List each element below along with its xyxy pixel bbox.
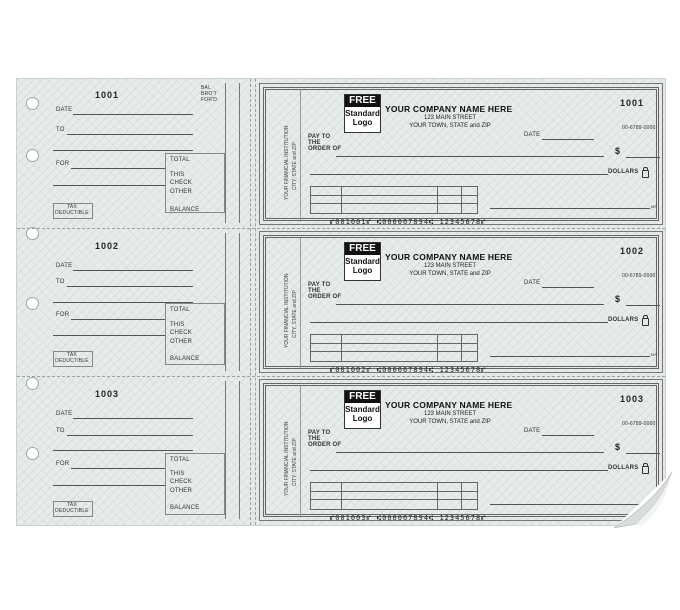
stub-perforation	[255, 79, 256, 525]
company-name: YOUR COMPANY NAME HERE	[385, 104, 513, 114]
date-label: DATE	[56, 263, 73, 269]
company-street: 123 MAIN STREET	[423, 263, 476, 269]
this-check-label: THIS CHECK	[170, 172, 193, 186]
memo-grid	[310, 334, 478, 362]
lock-icon	[642, 170, 649, 178]
stub-perforation	[250, 79, 251, 525]
tax-label: TAX DEDUCTIBLE	[55, 352, 89, 364]
institution-label: YOUR FINANCIAL INSTITUTION	[284, 125, 290, 200]
free-standard-logo	[344, 94, 381, 133]
mp-label: MP	[651, 204, 658, 209]
routing-number: 00-6789-0000	[622, 125, 656, 131]
logo-standard: Standard Logo	[345, 109, 380, 127]
free-standard-logo	[344, 242, 381, 281]
other-label: OTHER	[170, 488, 192, 494]
free-standard-logo	[344, 390, 381, 429]
for-line	[71, 319, 165, 320]
logo-standard: Standard Logo	[345, 405, 380, 423]
payee-line	[336, 304, 604, 305]
dollar-sign: $	[615, 146, 621, 156]
pay-label: PAY TO THE ORDER OF	[308, 430, 342, 448]
total-label: TOTAL	[170, 307, 190, 313]
for-line-2	[53, 185, 165, 186]
micr-line: ⑈001003⑈ ⑆000067894⑆ 12345678⑈	[330, 514, 487, 522]
logo-free: FREE	[345, 391, 380, 403]
memo-grid	[310, 186, 478, 214]
check-sheet	[16, 78, 666, 526]
stub-vline	[239, 83, 240, 223]
logo-free: FREE	[345, 95, 380, 107]
dollars-label: DOLLARS	[608, 317, 639, 323]
amount-box	[626, 440, 660, 454]
check	[259, 83, 663, 225]
total-label: TOTAL	[170, 457, 190, 463]
date-label: DATE	[524, 428, 541, 434]
check-number: 1001	[620, 98, 645, 108]
this-check-label: THIS CHECK	[170, 471, 193, 485]
check-number: 1003	[620, 394, 645, 404]
institution-city: CITY, STATE and ZIP	[292, 142, 298, 190]
for-line-2	[53, 485, 165, 486]
stub-vline	[239, 233, 240, 371]
date-line	[542, 287, 594, 288]
to-line	[67, 134, 193, 135]
stub-number: 1001	[95, 90, 120, 100]
to-label: TO	[56, 428, 65, 434]
date-line	[73, 114, 193, 115]
balance-label: BALANCE	[170, 356, 200, 362]
dollars-label: DOLLARS	[608, 169, 639, 175]
amount-box	[626, 144, 660, 158]
to-label: TO	[56, 127, 65, 133]
bal-fwd-label: BAL BRO'T FOR'D	[201, 85, 218, 103]
routing-number: 00-6789-0000	[622, 421, 656, 427]
stub-vline	[239, 381, 240, 519]
mp-label: MP	[651, 352, 658, 357]
dollar-sign: $	[615, 294, 621, 304]
check-divider	[300, 386, 301, 516]
to-label: TO	[56, 279, 65, 285]
check-divider	[300, 238, 301, 368]
balance-label: BALANCE	[170, 207, 200, 213]
routing-number: 00-6789-0000	[622, 273, 656, 279]
micr-line: ⑈001002⑈ ⑆000067894⑆ 12345678⑈	[330, 366, 487, 374]
payee-line	[336, 452, 604, 453]
tax-label: TAX DEDUCTIBLE	[55, 204, 89, 216]
total-label: TOTAL	[170, 157, 190, 163]
amount-box	[626, 292, 660, 306]
for-label: FOR	[56, 161, 70, 167]
pay-label: PAY TO THE ORDER OF	[308, 134, 342, 152]
page-curl-graphic	[612, 468, 674, 530]
for-line	[71, 468, 165, 469]
date-label: DATE	[524, 280, 541, 286]
written-amount-line	[310, 322, 608, 323]
for-label: FOR	[56, 312, 70, 318]
signature-line	[490, 208, 650, 209]
stub	[17, 229, 249, 376]
institution-label: YOUR FINANCIAL INSTITUTION	[284, 421, 290, 496]
check	[259, 231, 663, 373]
date-line	[542, 435, 594, 436]
company-name: YOUR COMPANY NAME HERE	[385, 252, 513, 262]
date-label: DATE	[56, 411, 73, 417]
date-line	[542, 139, 594, 140]
company-city: YOUR TOWN, STATE and ZIP	[409, 419, 491, 425]
payee-line	[336, 156, 604, 157]
date-line	[73, 270, 193, 271]
to-line	[67, 435, 193, 436]
stub-vline	[225, 233, 226, 371]
date-line	[73, 418, 193, 419]
dollar-sign: $	[615, 442, 621, 452]
stub-vline	[225, 381, 226, 519]
check-number: 1002	[620, 246, 645, 256]
company-street: 123 MAIN STREET	[423, 115, 476, 121]
pay-label: PAY TO THE ORDER OF	[308, 282, 342, 300]
company-name: YOUR COMPANY NAME HERE	[385, 400, 513, 410]
micr-line: ⑈001001⑈ ⑆000067894⑆ 12345678⑈	[330, 218, 487, 226]
balance-label: BALANCE	[170, 505, 200, 511]
lock-icon	[642, 318, 649, 326]
stub-number: 1003	[95, 389, 120, 399]
for-label: FOR	[56, 461, 70, 467]
logo-free: FREE	[345, 243, 380, 255]
check-divider	[300, 90, 301, 220]
institution-label: YOUR FINANCIAL INSTITUTION	[284, 273, 290, 348]
to-line-2	[53, 450, 193, 451]
written-amount-line	[310, 470, 608, 471]
tax-label: TAX DEDUCTIBLE	[55, 502, 89, 514]
for-line-2	[53, 335, 165, 336]
institution-city: CITY, STATE and ZIP	[292, 290, 298, 338]
stub	[17, 79, 249, 228]
company-city: YOUR TOWN, STATE and ZIP	[409, 123, 491, 129]
date-label: DATE	[524, 132, 541, 138]
stub-number: 1002	[95, 241, 120, 251]
company-street: 123 MAIN STREET	[423, 411, 476, 417]
written-amount-line	[310, 174, 608, 175]
signature-line	[490, 356, 650, 357]
this-check-label: THIS CHECK	[170, 322, 193, 336]
check	[259, 379, 663, 521]
dollars-label: DOLLARS	[608, 465, 639, 471]
to-line-2	[53, 150, 193, 151]
stub-vline	[225, 83, 226, 223]
to-line	[67, 286, 193, 287]
other-label: OTHER	[170, 339, 192, 345]
logo-standard: Standard Logo	[345, 257, 380, 275]
stub	[17, 377, 249, 525]
date-label: DATE	[56, 107, 73, 113]
company-city: YOUR TOWN, STATE and ZIP	[409, 271, 491, 277]
for-line	[71, 168, 165, 169]
memo-grid	[310, 482, 478, 510]
institution-city: CITY, STATE and ZIP	[292, 438, 298, 486]
other-label: OTHER	[170, 189, 192, 195]
